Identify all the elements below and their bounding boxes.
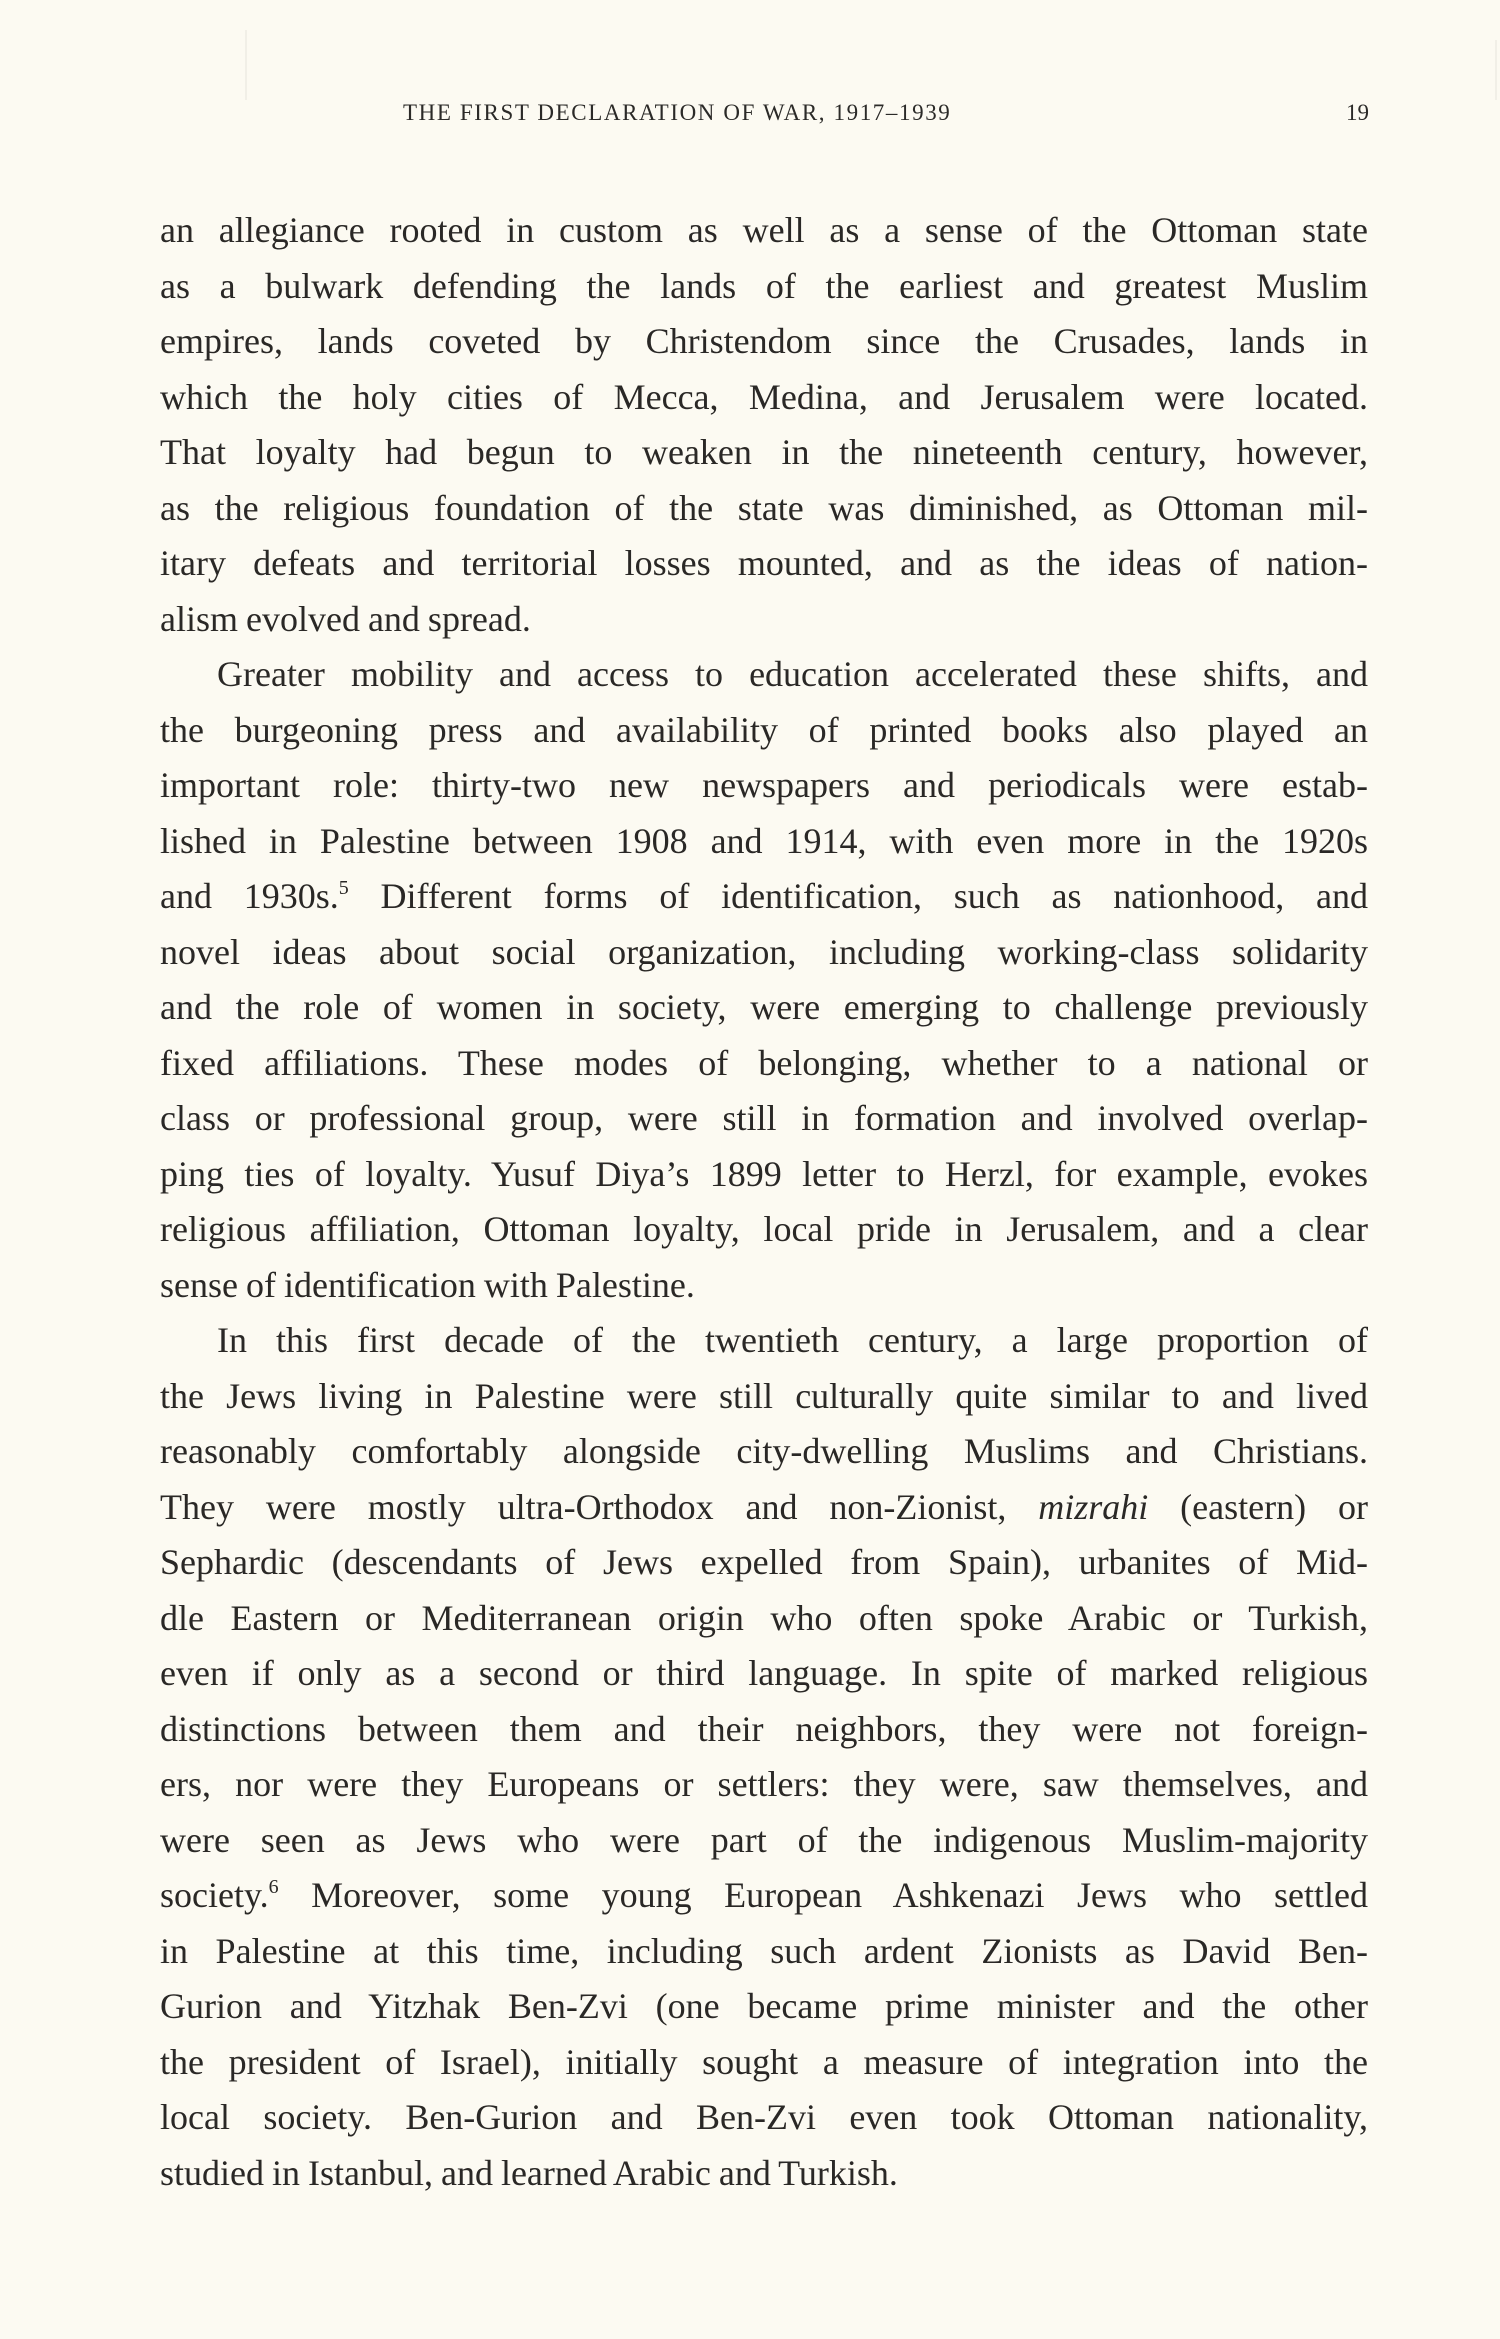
text-line: empires, lands coveted by Christendom since the Crusades, lands in <box>160 321 1368 361</box>
text-line: lished in Palestine between 1908 and 1914, with even more in the 1920s <box>160 820 1368 861</box>
text-line: In this first decade of the twentieth century, a large proportion of <box>217 1320 1368 1360</box>
text-line: were seen as Jews who were part of the indigenous Muslim-majority <box>160 1819 1368 1860</box>
text-line: important role: thirty-two new newspapers and periodicals were estab- <box>160 765 1368 805</box>
text-line: alism evolved and spread. <box>160 598 531 639</box>
text-line: which the holy cities of Mecca, Medina, and Jerusalem were located. <box>160 376 1368 417</box>
text-line: as the religious foundation of the state was diminished, as Ottoman mil- <box>160 487 1368 528</box>
paragraph <box>160 647 1368 1313</box>
text-line: novel ideas about social organization, including working-class solidarity <box>160 931 1368 972</box>
paragraph <box>160 1313 1368 2201</box>
body-text <box>160 203 1368 2201</box>
text-line: fixed affiliations. These modes of belonging, whether to a national or <box>160 1042 1368 1083</box>
scan-artifact <box>245 30 247 100</box>
text-line: religious affiliation, Ottoman loyalty, local pride in Jerusalem, and a clear <box>160 1209 1368 1249</box>
running-header: THE FIRST DECLARATION OF WAR, 1917–1939 <box>403 100 952 125</box>
text-line: and the role of women in society, were emerging to challenge previously <box>160 987 1368 1027</box>
text-line: an allegiance rooted in custom as well as a sense of the Ottoman state <box>160 210 1368 250</box>
text-line: in Palestine at this time, including such ardent Zionists as David Ben- <box>160 1930 1368 1971</box>
footnote-reference[interactable]: 5 <box>338 877 349 899</box>
footnote-reference[interactable]: 6 <box>268 1876 279 1898</box>
text-line: society.$^6$ Moreover, some young European Ashkenazi Jews who settled <box>160 1875 1368 1915</box>
text-line: Sephardic (descendants of Jews expelled from Spain), urbanites of Mid- <box>160 1542 1368 1582</box>
text-line: Greater mobility and access to education accelerated these shifts, and <box>217 654 1368 694</box>
scan-artifact <box>1495 40 1497 100</box>
text-line: studied in Istanbul, and learned Arabic and Turkish. <box>160 2152 898 2193</box>
text-line: and 1930s.$^5$ Different forms of identification, such as nationhood, and <box>160 876 1368 916</box>
italic-term: mizrahi <box>1038 1486 1149 1527</box>
text-line: the burgeoning press and availability of printed books also played an <box>160 709 1368 750</box>
text-line: They were mostly ultra-Orthodox and non-Zionist, mizrahi (eastern) or <box>160 1486 1368 1527</box>
text-line: distinctions between them and their neighbors, they were not foreign- <box>160 1708 1368 1749</box>
page-number: 19 <box>1346 100 1369 125</box>
text-line: itary defeats and territorial losses mounted, and as the ideas of nation- <box>160 543 1368 583</box>
paragraph <box>160 203 1368 647</box>
text-line: the president of Israel), initially sought a measure of integration into the <box>160 2041 1368 2082</box>
text-line: dle Eastern or Mediterranean origin who often spoke Arabic or Turkish, <box>160 1597 1368 1638</box>
text-line: ers, nor were they Europeans or settlers: they were, saw themselves, and <box>160 1764 1368 1804</box>
text-line: sense of identification with Palestine. <box>160 1264 695 1305</box>
text-line: even if only as a second or third language. In spite of marked religious <box>160 1653 1368 1693</box>
text-line: the Jews living in Palestine were still culturally quite similar to and lived <box>160 1375 1368 1416</box>
text-line: ping ties of loyalty. Yusuf Diya’s 1899 letter to Herzl, for example, evokes <box>160 1153 1368 1194</box>
text-line: class or professional group, were still in formation and involved overlap- <box>160 1098 1368 1138</box>
text-line: local society. Ben-Gurion and Ben-Zvi even took Ottoman nationality, <box>160 2097 1368 2137</box>
text-line: reasonably comfortably alongside city-dwelling Muslims and Christians. <box>160 1431 1368 1471</box>
text-line: Gurion and Yitzhak Ben-Zvi (one became prime minister and the other <box>160 1986 1368 2026</box>
text-line: as a bulwark defending the lands of the earliest and greatest Muslim <box>160 265 1368 306</box>
text-line: That loyalty had begun to weaken in the nineteenth century, however, <box>160 432 1368 472</box>
